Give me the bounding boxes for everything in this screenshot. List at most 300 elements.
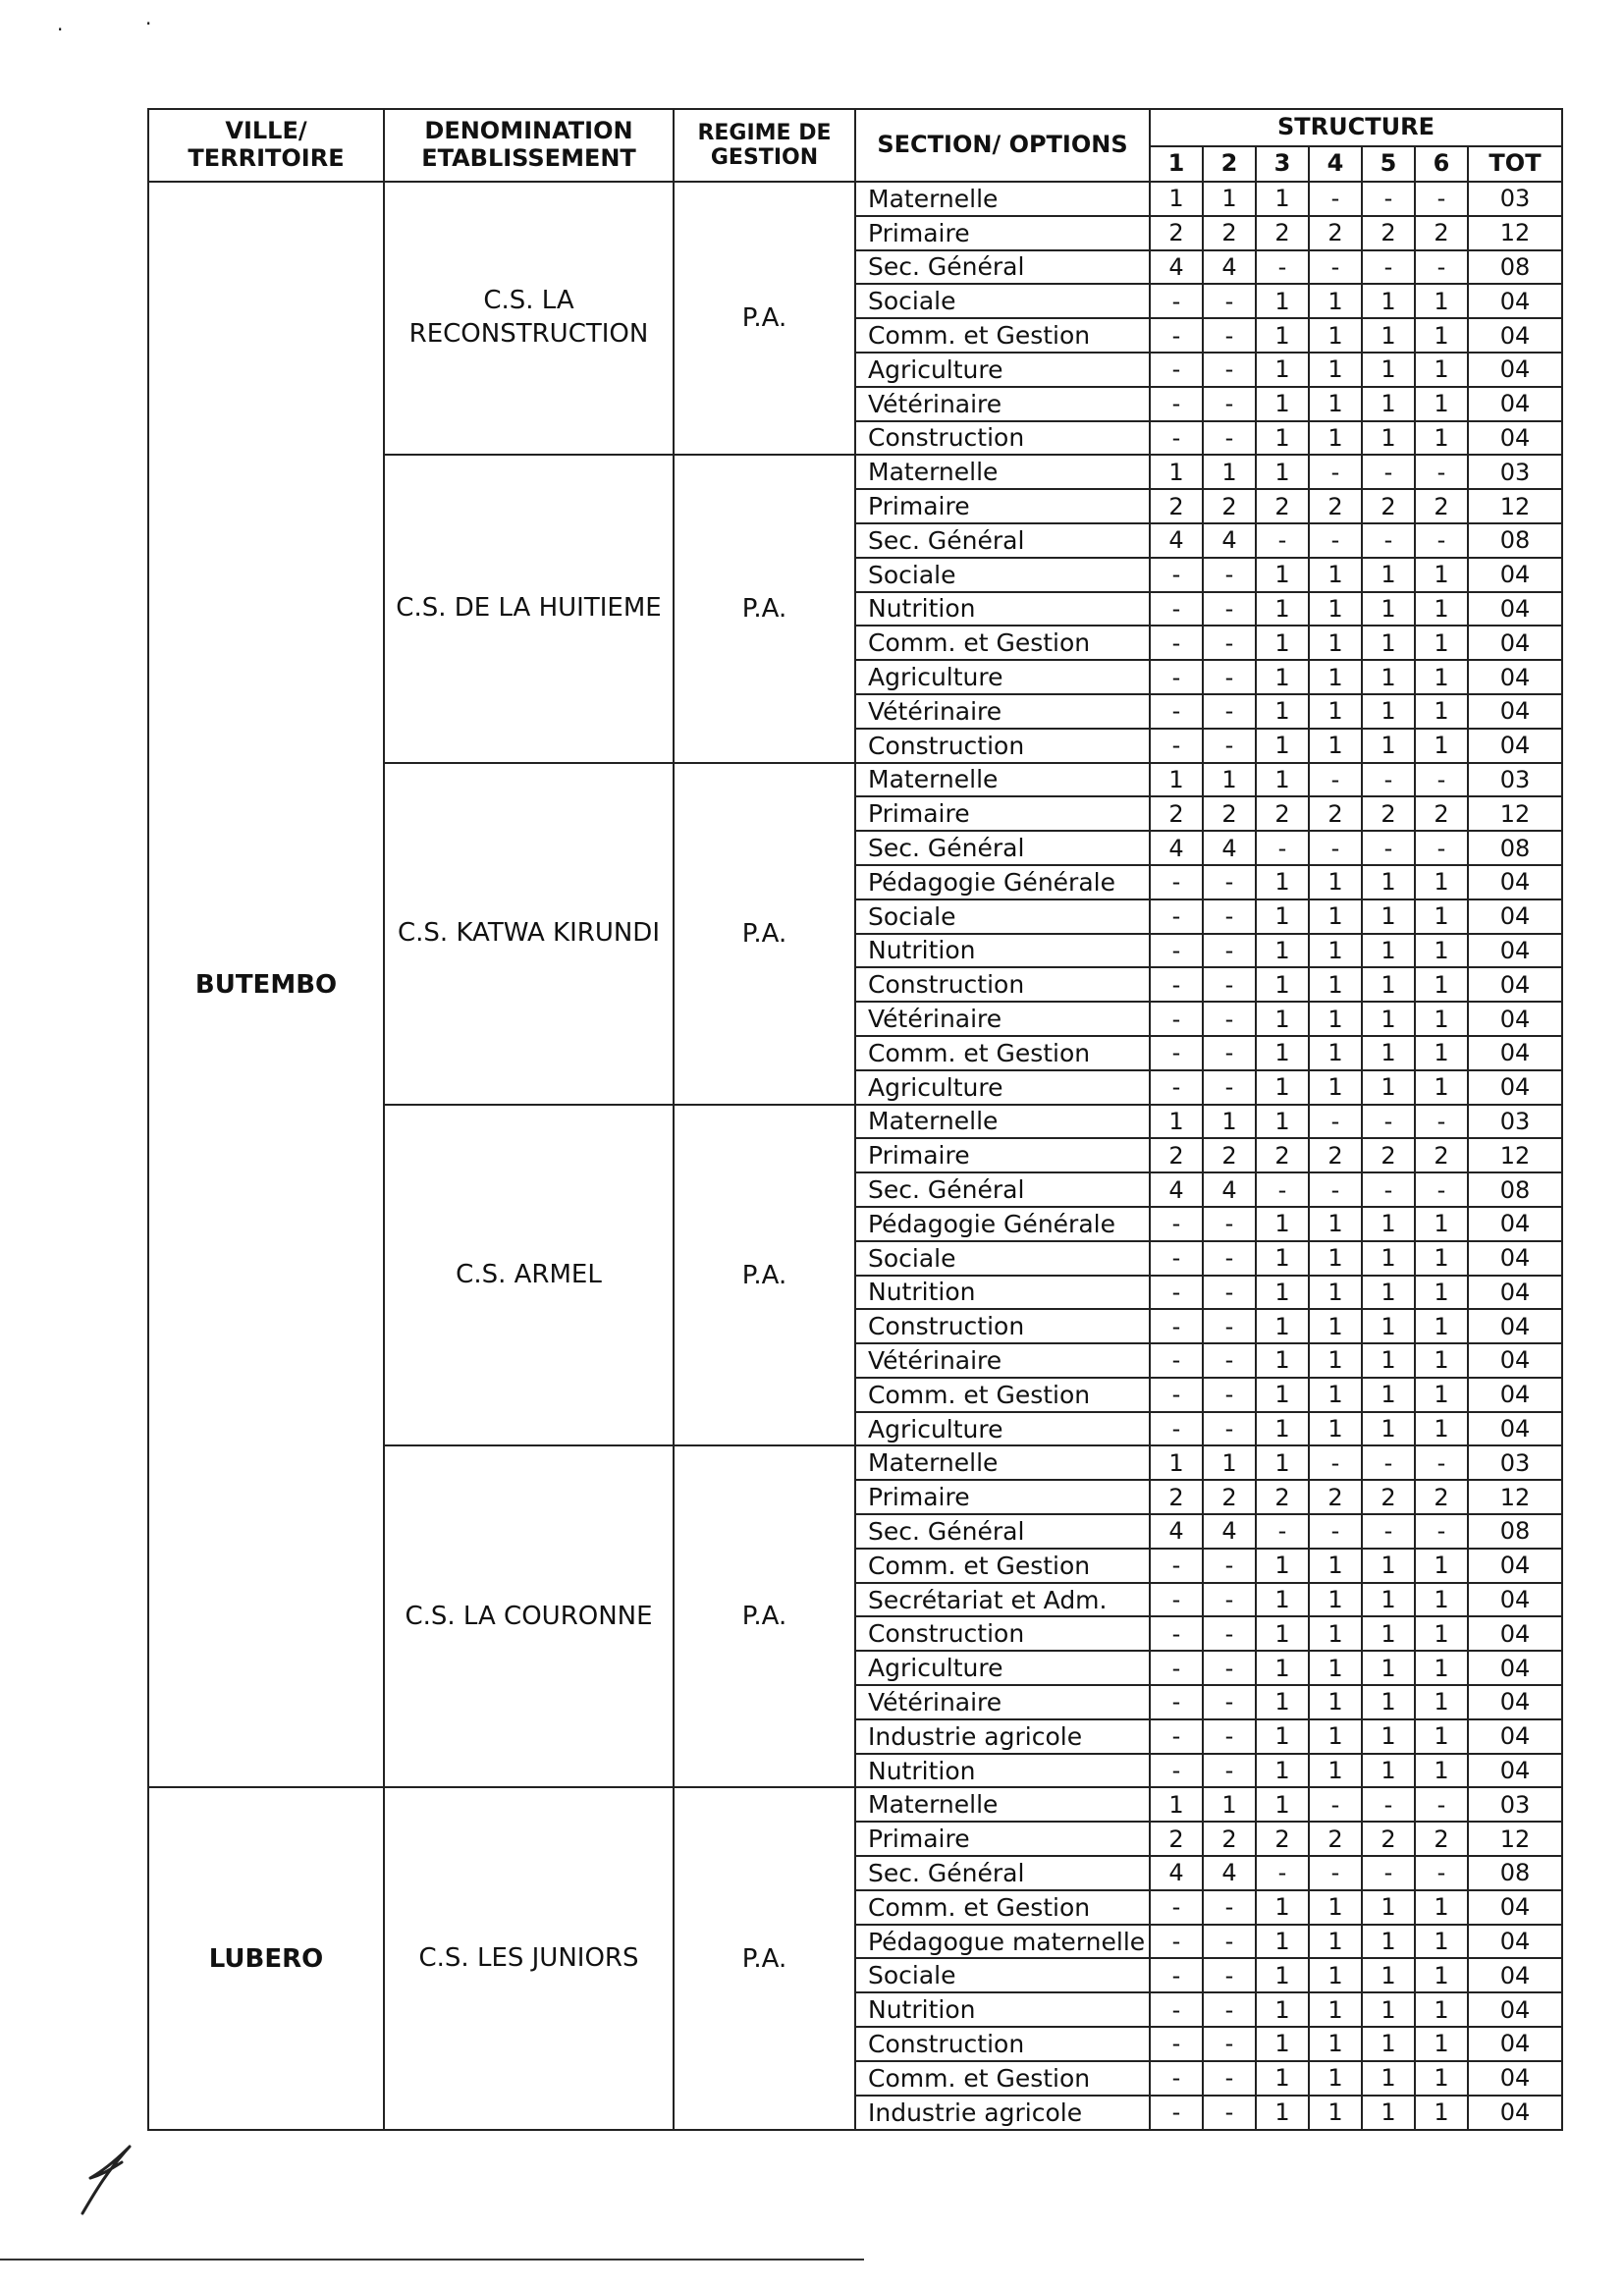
structure-year-5-cell: -	[1362, 182, 1415, 216]
structure-year-1-cell: -	[1150, 1754, 1203, 1788]
structure-year-4-cell: 1	[1309, 1992, 1362, 2027]
structure-year-2-cell: -	[1203, 694, 1256, 729]
structure-year-4-cell: 2	[1309, 1138, 1362, 1172]
structure-year-4-cell: 2	[1309, 1480, 1362, 1514]
option-name: Sociale	[855, 1241, 1150, 1276]
structure-year-2-cell: -	[1203, 1890, 1256, 1925]
structure-year-1-cell: 2	[1150, 216, 1203, 250]
structure-year-3-cell: 1	[1256, 865, 1309, 899]
structure-year-5-cell: 2	[1362, 1480, 1415, 1514]
structure-year-1-cell: -	[1150, 626, 1203, 660]
structure-year-1-cell: 1	[1150, 1445, 1203, 1480]
structure-total-cell: 04	[1468, 1276, 1562, 1310]
structure-total-cell: 04	[1468, 1378, 1562, 1412]
structure-year-5-cell: 1	[1362, 1549, 1415, 1583]
structure-year-5-cell: 2	[1362, 1822, 1415, 1856]
structure-total-cell: 04	[1468, 2027, 1562, 2061]
structure-total-cell: 04	[1468, 1412, 1562, 1446]
school-name: C.S. ARMEL	[384, 1105, 674, 1446]
structure-total-cell: 03	[1468, 1787, 1562, 1822]
structure-year-3-cell: 1	[1256, 1992, 1309, 2027]
structure-total-cell: 03	[1468, 763, 1562, 797]
structure-year-2-cell: -	[1203, 353, 1256, 387]
structure-total-cell: 04	[1468, 1036, 1562, 1070]
option-name: Pédagogie Générale	[855, 1207, 1150, 1241]
structure-year-5-cell: 1	[1362, 1651, 1415, 1685]
structure-total-cell: 04	[1468, 1002, 1562, 1036]
school-name: C.S. LES JUNIORS	[384, 1787, 674, 2130]
structure-year-3-cell: 1	[1256, 1207, 1309, 1241]
structure-year-6-cell: -	[1415, 1445, 1468, 1480]
regime-gestion: P.A.	[674, 182, 855, 455]
structure-year-4-cell: 1	[1309, 558, 1362, 592]
structure-year-3-cell: 1	[1256, 934, 1309, 968]
structure-year-5-cell: 1	[1362, 2061, 1415, 2096]
structure-year-6-cell: -	[1415, 523, 1468, 558]
structure-year-5-cell: -	[1362, 1514, 1415, 1549]
option-name: Maternelle	[855, 182, 1150, 216]
structure-year-6-cell: -	[1415, 1787, 1468, 1822]
option-name: Sec. Général	[855, 1514, 1150, 1549]
structure-year-3-cell: 1	[1256, 284, 1309, 318]
structure-year-6-cell: -	[1415, 182, 1468, 216]
structure-year-2-cell: -	[1203, 1378, 1256, 1412]
structure-year-3-cell: 1	[1256, 182, 1309, 216]
option-name: Construction	[855, 1309, 1150, 1343]
structure-year-2-cell: 2	[1203, 1480, 1256, 1514]
structure-year-4-cell: 1	[1309, 353, 1362, 387]
structure-year-5-cell: 1	[1362, 1207, 1415, 1241]
header-year-4: 4	[1309, 146, 1362, 182]
structure-total-cell: 04	[1468, 729, 1562, 763]
structure-year-5-cell: 1	[1362, 592, 1415, 626]
structure-year-1-cell: -	[1150, 1036, 1203, 1070]
structure-year-6-cell: 1	[1415, 865, 1468, 899]
structure-year-3-cell: 1	[1256, 1276, 1309, 1310]
option-name: Nutrition	[855, 1992, 1150, 2027]
structure-year-3-cell: 1	[1256, 967, 1309, 1002]
structure-year-4-cell: 1	[1309, 1002, 1362, 1036]
structure-year-4-cell: -	[1309, 1856, 1362, 1890]
structure-year-4-cell: 1	[1309, 284, 1362, 318]
structure-year-6-cell: 2	[1415, 216, 1468, 250]
structure-year-5-cell: 1	[1362, 1070, 1415, 1105]
structure-year-1-cell: -	[1150, 694, 1203, 729]
structure-total-cell: 04	[1468, 1343, 1562, 1378]
option-name: Comm. et Gestion	[855, 626, 1150, 660]
structure-year-1-cell: -	[1150, 1890, 1203, 1925]
structure-year-3-cell: 1	[1256, 318, 1309, 353]
structure-year-6-cell: 2	[1415, 489, 1468, 523]
option-name: Primaire	[855, 1138, 1150, 1172]
structure-year-2-cell: -	[1203, 1549, 1256, 1583]
structure-year-6-cell: 1	[1415, 1992, 1468, 2027]
structure-total-cell: 04	[1468, 353, 1562, 387]
structure-year-6-cell: 2	[1415, 796, 1468, 831]
schools-structure-table	[147, 108, 1563, 2131]
structure-year-5-cell: 2	[1362, 489, 1415, 523]
structure-year-4-cell: 1	[1309, 1309, 1362, 1343]
structure-year-4-cell: 1	[1309, 899, 1362, 934]
structure-year-4-cell: 1	[1309, 1549, 1362, 1583]
structure-year-5-cell: 1	[1362, 660, 1415, 694]
option-name: Agriculture	[855, 660, 1150, 694]
structure-year-5-cell: -	[1362, 455, 1415, 489]
structure-year-2-cell: -	[1203, 1002, 1256, 1036]
structure-year-3-cell: 1	[1256, 2027, 1309, 2061]
option-name: Nutrition	[855, 1276, 1150, 1310]
structure-year-1-cell: -	[1150, 1549, 1203, 1583]
structure-year-6-cell: 1	[1415, 1412, 1468, 1446]
structure-year-6-cell: 1	[1415, 1343, 1468, 1378]
structure-year-5-cell: -	[1362, 1787, 1415, 1822]
structure-year-3-cell: 1	[1256, 1105, 1309, 1139]
regime-gestion: P.A.	[674, 763, 855, 1105]
structure-total-cell: 12	[1468, 1138, 1562, 1172]
structure-year-6-cell: 1	[1415, 660, 1468, 694]
structure-year-2-cell: -	[1203, 1241, 1256, 1276]
structure-year-6-cell: 1	[1415, 2061, 1468, 2096]
structure-year-3-cell: 2	[1256, 1138, 1309, 1172]
structure-year-6-cell: 1	[1415, 1754, 1468, 1788]
structure-total-cell: 08	[1468, 831, 1562, 865]
structure-year-2-cell: -	[1203, 865, 1256, 899]
structure-year-6-cell: 1	[1415, 1378, 1468, 1412]
structure-total-cell: 04	[1468, 626, 1562, 660]
structure-total-cell: 04	[1468, 1309, 1562, 1343]
structure-year-1-cell: 4	[1150, 1514, 1203, 1549]
structure-year-5-cell: -	[1362, 523, 1415, 558]
structure-total-cell: 04	[1468, 899, 1562, 934]
structure-year-1-cell: -	[1150, 1070, 1203, 1105]
structure-year-6-cell: 1	[1415, 626, 1468, 660]
structure-year-5-cell: 1	[1362, 1309, 1415, 1343]
structure-year-6-cell: 2	[1415, 1822, 1468, 1856]
structure-year-2-cell: -	[1203, 558, 1256, 592]
structure-year-6-cell: 1	[1415, 353, 1468, 387]
structure-year-1-cell: -	[1150, 1241, 1203, 1276]
structure-year-2-cell: 1	[1203, 1105, 1256, 1139]
structure-year-3-cell: 1	[1256, 1651, 1309, 1685]
header-row-1	[148, 109, 1562, 146]
structure-year-4-cell: 1	[1309, 1343, 1362, 1378]
structure-year-3-cell: 2	[1256, 1822, 1309, 1856]
structure-total-cell: 04	[1468, 865, 1562, 899]
structure-year-1-cell: -	[1150, 1343, 1203, 1378]
structure-year-2-cell: 4	[1203, 1514, 1256, 1549]
structure-year-4-cell: -	[1309, 1787, 1362, 1822]
structure-year-6-cell: 1	[1415, 1309, 1468, 1343]
option-name: Vétérinaire	[855, 1002, 1150, 1036]
structure-year-2-cell: 4	[1203, 523, 1256, 558]
structure-year-4-cell: 1	[1309, 660, 1362, 694]
structure-year-2-cell: -	[1203, 2096, 1256, 2130]
structure-year-2-cell: -	[1203, 934, 1256, 968]
structure-year-3-cell: 1	[1256, 2061, 1309, 2096]
ville-name: LUBERO	[148, 1787, 384, 2130]
structure-year-3-cell: -	[1256, 1856, 1309, 1890]
school-name: C.S. LA COURONNE	[384, 1445, 674, 1787]
structure-total-cell: 04	[1468, 558, 1562, 592]
structure-year-2-cell: 1	[1203, 763, 1256, 797]
structure-year-3-cell: 1	[1256, 729, 1309, 763]
structure-year-5-cell: 1	[1362, 934, 1415, 968]
structure-year-6-cell: 1	[1415, 899, 1468, 934]
option-name: Agriculture	[855, 1412, 1150, 1446]
structure-year-5-cell: 1	[1362, 1378, 1415, 1412]
option-name: Comm. et Gestion	[855, 1378, 1150, 1412]
option-name: Secrétariat et Adm.	[855, 1583, 1150, 1617]
page-bottom-rule	[0, 2259, 864, 2261]
structure-year-1-cell: -	[1150, 353, 1203, 387]
header-ville: VILLE/ TERRITOIRE	[148, 109, 384, 182]
structure-year-4-cell: 1	[1309, 1651, 1362, 1685]
structure-total-cell: 04	[1468, 1651, 1562, 1685]
option-name: Nutrition	[855, 1754, 1150, 1788]
structure-year-5-cell: 1	[1362, 1412, 1415, 1446]
structure-total-cell: 04	[1468, 421, 1562, 456]
structure-total-cell: 04	[1468, 1070, 1562, 1105]
structure-year-1-cell: -	[1150, 2061, 1203, 2096]
structure-year-1-cell: -	[1150, 558, 1203, 592]
structure-year-3-cell: 1	[1256, 1958, 1309, 1992]
structure-year-2-cell: -	[1203, 318, 1256, 353]
option-name: Comm. et Gestion	[855, 1890, 1150, 1925]
option-name: Maternelle	[855, 1787, 1150, 1822]
structure-year-5-cell: 2	[1362, 796, 1415, 831]
structure-year-3-cell: 1	[1256, 1309, 1309, 1343]
structure-year-3-cell: 1	[1256, 387, 1309, 421]
structure-year-5-cell: 1	[1362, 318, 1415, 353]
structure-year-5-cell: 1	[1362, 1719, 1415, 1754]
header-year-6: 6	[1415, 146, 1468, 182]
structure-total-cell: 04	[1468, 2096, 1562, 2130]
structure-total-cell: 04	[1468, 967, 1562, 1002]
structure-year-4-cell: 1	[1309, 1378, 1362, 1412]
structure-year-6-cell: 1	[1415, 1070, 1468, 1105]
structure-year-2-cell: 1	[1203, 182, 1256, 216]
structure-year-1-cell: 2	[1150, 1480, 1203, 1514]
school-name: C.S. LA RECONSTRUCTION	[384, 182, 674, 455]
structure-year-2-cell: -	[1203, 1754, 1256, 1788]
structure-year-5-cell: 1	[1362, 421, 1415, 456]
structure-year-5-cell: 1	[1362, 1241, 1415, 1276]
structure-year-1-cell: 2	[1150, 1138, 1203, 1172]
structure-year-3-cell: 1	[1256, 1036, 1309, 1070]
handwritten-initial-mark	[69, 2131, 157, 2219]
structure-year-1-cell: 4	[1150, 523, 1203, 558]
structure-year-3-cell: 2	[1256, 796, 1309, 831]
structure-year-5-cell: 1	[1362, 694, 1415, 729]
structure-year-5-cell: 1	[1362, 2027, 1415, 2061]
structure-year-1-cell: 4	[1150, 831, 1203, 865]
structure-year-3-cell: 1	[1256, 558, 1309, 592]
structure-year-6-cell: 1	[1415, 1036, 1468, 1070]
header-section: SECTION/ OPTIONS	[855, 109, 1150, 182]
structure-year-4-cell: 1	[1309, 2096, 1362, 2130]
structure-year-3-cell: 1	[1256, 694, 1309, 729]
structure-year-1-cell: 2	[1150, 796, 1203, 831]
structure-year-4-cell: -	[1309, 1445, 1362, 1480]
school-name: C.S. KATWA KIRUNDI	[384, 763, 674, 1105]
structure-year-4-cell: -	[1309, 1105, 1362, 1139]
structure-year-6-cell: 1	[1415, 1241, 1468, 1276]
structure-year-5-cell: 1	[1362, 1925, 1415, 1959]
structure-year-5-cell: 2	[1362, 216, 1415, 250]
option-name: Vétérinaire	[855, 1685, 1150, 1719]
structure-year-4-cell: 1	[1309, 729, 1362, 763]
structure-year-1-cell: -	[1150, 1719, 1203, 1754]
structure-year-2-cell: 4	[1203, 250, 1256, 285]
option-name: Industrie agricole	[855, 1719, 1150, 1754]
option-name: Sec. Général	[855, 831, 1150, 865]
structure-total-cell: 04	[1468, 387, 1562, 421]
structure-year-1-cell: -	[1150, 1651, 1203, 1685]
structure-total-cell: 04	[1468, 1754, 1562, 1788]
option-name: Sociale	[855, 899, 1150, 934]
option-name: Maternelle	[855, 1105, 1150, 1139]
structure-year-3-cell: 1	[1256, 1445, 1309, 1480]
structure-year-5-cell: 1	[1362, 284, 1415, 318]
structure-year-6-cell: 1	[1415, 1719, 1468, 1754]
option-name: Sec. Général	[855, 523, 1150, 558]
structure-year-6-cell: -	[1415, 1514, 1468, 1549]
structure-year-3-cell: -	[1256, 1514, 1309, 1549]
structure-total-cell: 04	[1468, 2061, 1562, 2096]
structure-total-cell: 03	[1468, 182, 1562, 216]
structure-year-2-cell: -	[1203, 967, 1256, 1002]
structure-year-3-cell: 1	[1256, 899, 1309, 934]
structure-year-2-cell: -	[1203, 729, 1256, 763]
structure-year-1-cell: 2	[1150, 1822, 1203, 1856]
structure-total-cell: 12	[1468, 216, 1562, 250]
structure-year-1-cell: -	[1150, 1583, 1203, 1617]
structure-year-3-cell: 1	[1256, 1754, 1309, 1788]
structure-year-4-cell: 1	[1309, 1685, 1362, 1719]
structure-year-6-cell: -	[1415, 831, 1468, 865]
structure-year-5-cell: 1	[1362, 967, 1415, 1002]
scan-speck: ·	[57, 18, 64, 41]
structure-year-5-cell: 1	[1362, 1583, 1415, 1617]
structure-year-4-cell: 1	[1309, 1276, 1362, 1310]
option-name: Nutrition	[855, 934, 1150, 968]
structure-year-4-cell: 2	[1309, 1822, 1362, 1856]
structure-year-5-cell: 1	[1362, 1754, 1415, 1788]
structure-year-1-cell: -	[1150, 934, 1203, 968]
structure-year-6-cell: 1	[1415, 2027, 1468, 2061]
option-name: Maternelle	[855, 455, 1150, 489]
option-name: Pédagogue maternelle	[855, 1925, 1150, 1959]
structure-year-3-cell: 2	[1256, 216, 1309, 250]
structure-total-cell: 08	[1468, 1172, 1562, 1207]
structure-year-4-cell: 1	[1309, 865, 1362, 899]
structure-year-1-cell: 1	[1150, 1105, 1203, 1139]
option-name: Sec. Général	[855, 250, 1150, 285]
option-name: Construction	[855, 729, 1150, 763]
structure-year-1-cell: -	[1150, 1309, 1203, 1343]
structure-year-2-cell: -	[1203, 1992, 1256, 2027]
structure-year-2-cell: -	[1203, 387, 1256, 421]
structure-year-6-cell: 1	[1415, 1890, 1468, 1925]
structure-year-1-cell: -	[1150, 1412, 1203, 1446]
option-name: Sociale	[855, 558, 1150, 592]
option-name: Maternelle	[855, 1445, 1150, 1480]
option-name: Primaire	[855, 489, 1150, 523]
structure-year-4-cell: 1	[1309, 1925, 1362, 1959]
structure-year-2-cell: 2	[1203, 1822, 1256, 1856]
structure-year-4-cell: 1	[1309, 318, 1362, 353]
structure-year-6-cell: 1	[1415, 934, 1468, 968]
structure-year-1-cell: -	[1150, 2027, 1203, 2061]
structure-year-4-cell: -	[1309, 455, 1362, 489]
structure-year-3-cell: 1	[1256, 1787, 1309, 1822]
structure-year-1-cell: -	[1150, 729, 1203, 763]
structure-year-6-cell: 1	[1415, 1925, 1468, 1959]
structure-year-1-cell: -	[1150, 1002, 1203, 1036]
structure-year-3-cell: 1	[1256, 660, 1309, 694]
structure-year-2-cell: -	[1203, 1412, 1256, 1446]
structure-year-4-cell: -	[1309, 523, 1362, 558]
structure-year-5-cell: -	[1362, 831, 1415, 865]
structure-year-3-cell: 1	[1256, 1890, 1309, 1925]
structure-year-1-cell: 4	[1150, 250, 1203, 285]
structure-year-4-cell: -	[1309, 831, 1362, 865]
structure-year-2-cell: -	[1203, 1719, 1256, 1754]
structure-year-6-cell: 1	[1415, 421, 1468, 456]
option-name: Pédagogie Générale	[855, 865, 1150, 899]
structure-year-6-cell: 1	[1415, 2096, 1468, 2130]
structure-year-2-cell: -	[1203, 1343, 1256, 1378]
structure-total-cell: 04	[1468, 284, 1562, 318]
structure-year-3-cell: 1	[1256, 2096, 1309, 2130]
structure-year-6-cell: 1	[1415, 318, 1468, 353]
structure-year-4-cell: -	[1309, 250, 1362, 285]
structure-year-4-cell: -	[1309, 1172, 1362, 1207]
structure-year-4-cell: 1	[1309, 1958, 1362, 1992]
structure-year-2-cell: -	[1203, 2061, 1256, 2096]
structure-year-4-cell: 1	[1309, 1036, 1362, 1070]
structure-year-4-cell: 2	[1309, 216, 1362, 250]
structure-year-2-cell: -	[1203, 1309, 1256, 1343]
structure-year-3-cell: 2	[1256, 489, 1309, 523]
structure-year-2-cell: 1	[1203, 1445, 1256, 1480]
option-name: Vétérinaire	[855, 694, 1150, 729]
option-name: Construction	[855, 2027, 1150, 2061]
structure-year-5-cell: 1	[1362, 1616, 1415, 1651]
structure-year-4-cell: 1	[1309, 1207, 1362, 1241]
structure-year-1-cell: -	[1150, 1378, 1203, 1412]
structure-year-2-cell: 2	[1203, 1138, 1256, 1172]
structure-year-5-cell: -	[1362, 1856, 1415, 1890]
structure-year-4-cell: 1	[1309, 1719, 1362, 1754]
structure-year-2-cell: -	[1203, 899, 1256, 934]
structure-year-3-cell: 1	[1256, 455, 1309, 489]
structure-year-3-cell: 1	[1256, 1412, 1309, 1446]
regime-gestion: P.A.	[674, 1787, 855, 2130]
structure-year-2-cell: -	[1203, 660, 1256, 694]
structure-year-3-cell: -	[1256, 831, 1309, 865]
option-name: Sec. Général	[855, 1856, 1150, 1890]
structure-year-5-cell: 1	[1362, 865, 1415, 899]
structure-year-5-cell: 1	[1362, 1036, 1415, 1070]
structure-year-5-cell: 1	[1362, 1343, 1415, 1378]
option-name: Agriculture	[855, 353, 1150, 387]
structure-year-1-cell: 4	[1150, 1172, 1203, 1207]
structure-year-5-cell: -	[1362, 1172, 1415, 1207]
structure-total-cell: 08	[1468, 523, 1562, 558]
structure-year-5-cell: 1	[1362, 626, 1415, 660]
structure-year-3-cell: 1	[1256, 421, 1309, 456]
